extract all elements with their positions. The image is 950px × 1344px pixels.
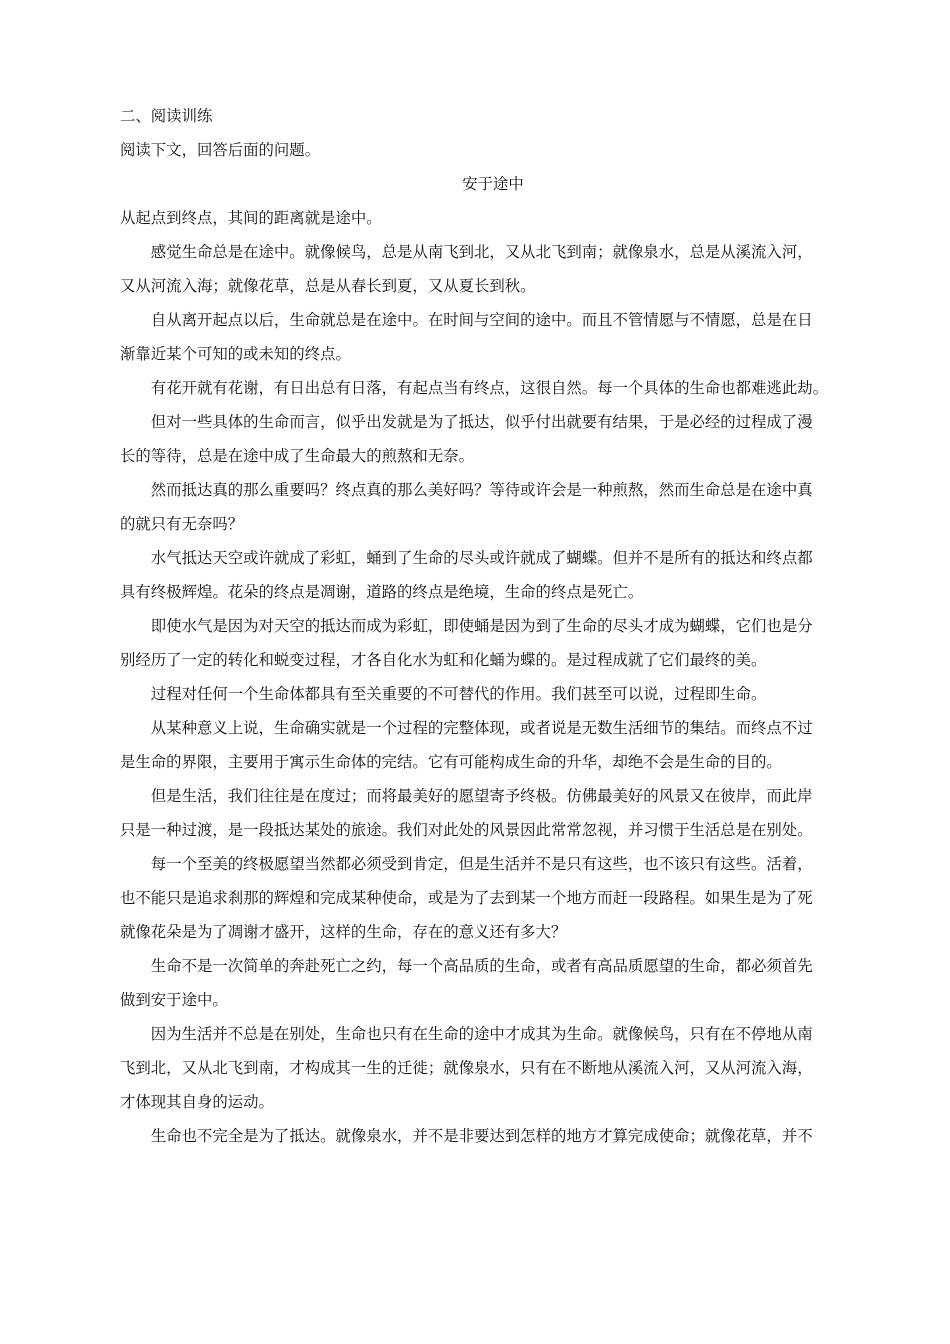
paragraph-line: 过程对任何一个生命体都具有至关重要的不可替代的作用。我们甚至可以说，过程即生命。 <box>150 685 767 703</box>
article-paragraph <box>120 609 866 677</box>
article-title: 安于途中 <box>462 175 524 193</box>
section-heading: 二、阅读训练 <box>120 107 213 125</box>
article-paragraph <box>120 541 866 609</box>
paragraph-line: 但对一些具体的生命而言，似乎出发就是为了抵达，似乎付出就要有结果，于是必经的过程成了漫 <box>150 413 813 431</box>
paragraph-line: 生命不是一次简单的奔赴死亡之约，每一个高品质的生命，或者有高品质愿望的生命，都必须首先 <box>150 957 813 975</box>
paragraph-line: 也不能只是追求刹那的辉煌和完成某种使命，或是为了去到某一个地方而赶一段路程。如果生是为了死 <box>120 889 813 907</box>
article-paragraph <box>120 201 866 235</box>
article-paragraph <box>120 949 866 1017</box>
article-paragraph <box>120 473 866 541</box>
article-paragraph <box>120 303 866 371</box>
paragraph-line: 感觉生命总是在途中。就像候鸟，总是从南飞到北，又从北飞到南；就像泉水，总是从溪流入河， <box>150 243 813 261</box>
paragraph-line: 从起点到终点，其间的距离就是途中。 <box>120 209 382 227</box>
article-paragraph <box>120 847 866 949</box>
paragraph-line: 从某种意义上说，生命确实就是一个过程的完整体现，或者说是无数生活细节的集结。而终点不过 <box>150 719 813 737</box>
article-paragraph <box>120 1119 866 1153</box>
paragraph-line: 有花开就有花谢，有日出总有日落，有起点当有终点，这很自然。每一个具体的生命也都难逃此劫。 <box>150 379 828 397</box>
paragraph-line: 的就只有无奈吗？ <box>120 515 244 533</box>
paragraph-line: 生命也不完全是为了抵达。就像泉水，并不是非要达到怎样的地方才算完成使命；就像花草，并不 <box>150 1127 813 1145</box>
article-paragraph <box>120 1017 866 1119</box>
paragraph-line: 具有终极辉煌。花朵的终点是凋谢，道路的终点是绝境，生命的终点是死亡。 <box>120 583 644 601</box>
paragraph-line: 然而抵达真的那么重要吗？终点真的那么美好吗？等待或许会是一种煎熬，然而生命总是在途中真 <box>150 481 813 499</box>
article-paragraph <box>120 371 866 405</box>
paragraph-line: 但是生活，我们往往是在度过；而将最美好的愿望寄予终极。仿佛最美好的风景又在彼岸，而此岸 <box>150 787 813 805</box>
paragraph-line: 做到安于途中。 <box>120 991 228 1009</box>
paragraph-line: 别经历了一定的转化和蜕变过程，才各自化水为虹和化蛹为蝶的。是过程成就了它们最终的美。 <box>120 651 767 669</box>
reading-instruction: 阅读下文，回答后面的问题。 <box>120 141 321 159</box>
paragraph-line: 只是一种过渡，是一段抵达某处的旅途。我们对此处的风景因此常常忽视，并习惯于生活总是在别处。 <box>120 821 813 839</box>
paragraph-line: 即使水气是因为对天空的抵达而成为彩虹，即使蛹是因为到了生命的尽头才成为蝴蝶，它们也是分 <box>150 617 813 635</box>
article-paragraph <box>120 779 866 847</box>
paragraph-line: 是生命的界限，主要用于寓示生命体的完结。它有可能构成生命的升华，却绝不会是生命的目的。 <box>120 753 782 771</box>
paragraph-line: 水气抵达天空或许就成了彩虹，蛹到了生命的尽头或许就成了蝴蝶。但并不是所有的抵达和终点都 <box>150 549 813 567</box>
paragraph-line: 长的等待，总是在途中成了生命最大的煎熬和无奈。 <box>120 447 474 465</box>
paragraph-line: 飞到北，又从北飞到南，才构成其一生的迁徙；就像泉水，只有在不断地从溪流入河，又从河流入海， <box>120 1059 813 1077</box>
article-paragraph <box>120 677 866 711</box>
article-paragraph <box>120 711 866 779</box>
paragraph-line: 因为生活并不总是在别处，生命也只有在生命的途中才成其为生命。就像候鸟，只有在不停地从南 <box>150 1025 813 1043</box>
paragraph-line: 自从离开起点以后，生命就总是在途中。在时间与空间的途中。而且不管情愿与不情愿，总是在日 <box>150 311 813 329</box>
article-paragraph <box>120 405 866 473</box>
article-paragraph <box>120 235 866 303</box>
paragraph-line: 才体现其自身的运动。 <box>120 1093 274 1111</box>
paragraph-line: 渐靠近某个可知的或未知的终点。 <box>120 345 351 363</box>
paragraph-line: 又从河流入海；就像花草，总是从春长到夏，又从夏长到秋。 <box>120 277 536 295</box>
article-body <box>120 201 866 1153</box>
paragraph-line: 就像花朵是为了凋谢才盛开，这样的生命，存在的意义还有多大？ <box>120 923 567 941</box>
paragraph-line: 每一个至美的终极愿望当然都必须受到肯定，但是生活并不是只有这些，也不该只有这些。活着， <box>150 855 813 873</box>
